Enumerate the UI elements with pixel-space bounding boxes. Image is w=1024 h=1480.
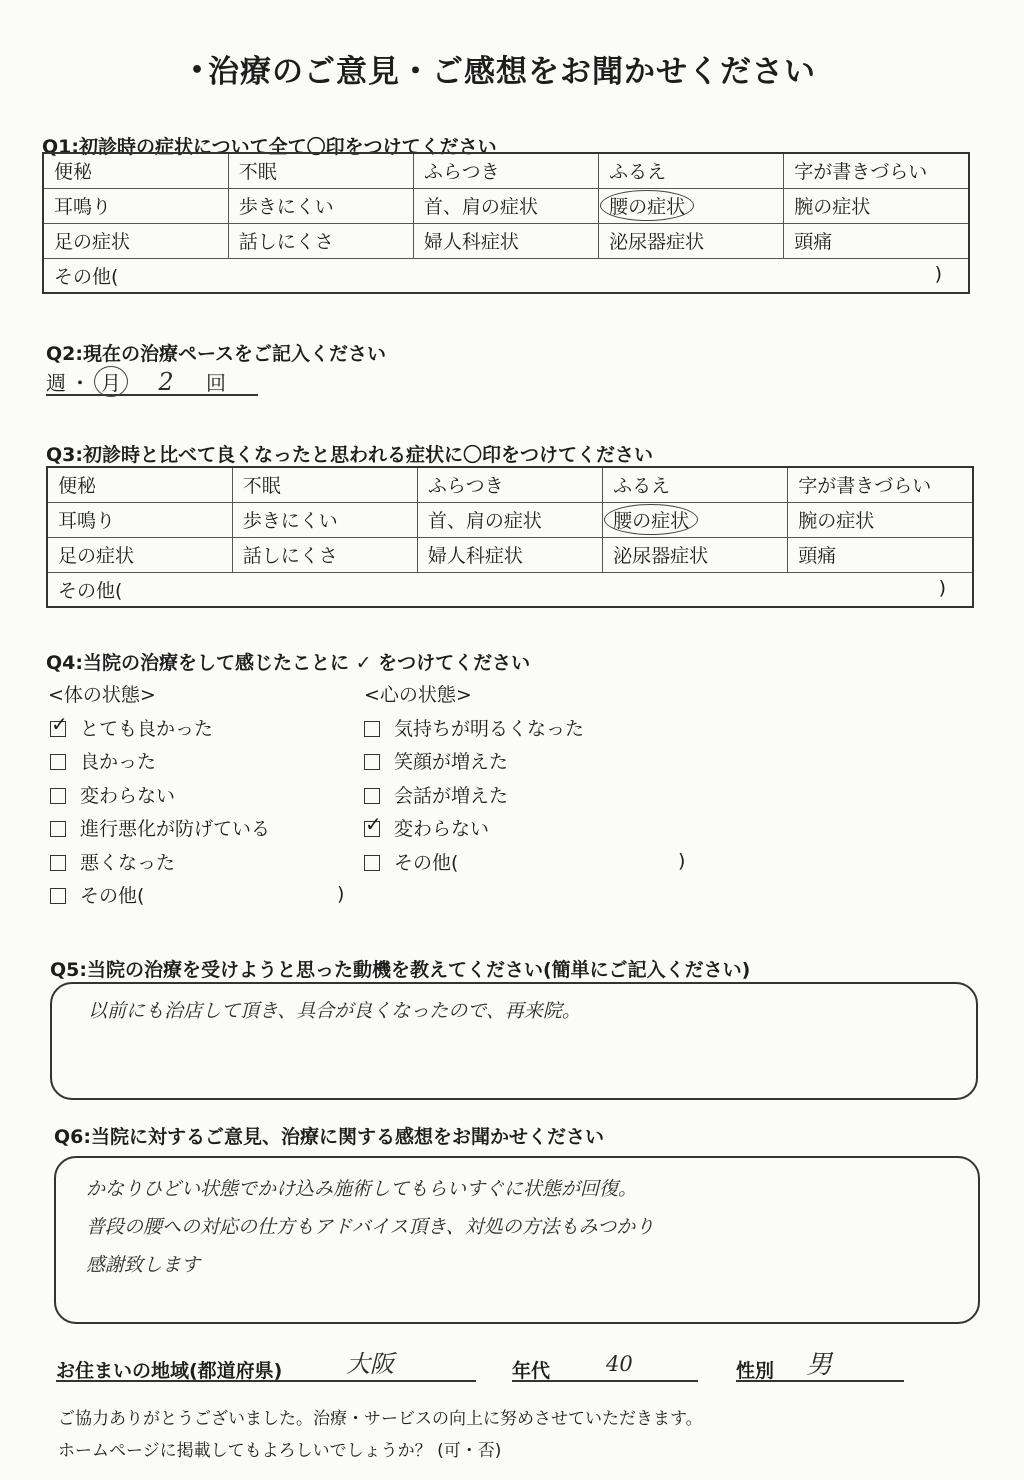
check-item-label: 変わらない (80, 784, 176, 807)
q2-month-option[interactable]: 月 (94, 366, 128, 397)
q1-question: Q1:初診時の症状について全て〇印をつけてください (42, 136, 497, 158)
gender-label: 性別 (736, 1360, 775, 1382)
q1-symptom-table (42, 152, 970, 294)
symptom-cell[interactable] (43, 223, 228, 258)
check-item[interactable] (50, 714, 270, 747)
symptom-other-row (43, 258, 969, 293)
symptom-other-field[interactable] (43, 258, 969, 293)
symptom-cell[interactable] (413, 188, 598, 223)
q4-body-other-close: ) (337, 883, 345, 905)
other-close-paren: ) (938, 576, 946, 599)
checkbox[interactable] (364, 721, 380, 737)
symptom-label: ふらつき (423, 161, 500, 184)
symptom-label: 腰の症状 (604, 504, 698, 535)
check-item[interactable] (50, 781, 270, 814)
q2-unit: 回 (206, 371, 226, 395)
q4-body-list (50, 714, 270, 914)
region-value[interactable]: 大阪 (346, 1350, 394, 1378)
check-item-label: 進行悪化が防げている (80, 818, 271, 841)
symptom-cell[interactable] (599, 153, 784, 188)
q4-mind-heading: <心の状態> (364, 684, 472, 706)
q3-symptom-table (46, 466, 974, 608)
symptom-cell[interactable] (232, 467, 417, 502)
q4-question: Q4:当院の治療をして感じたことに ✓ をつけてください (46, 652, 531, 674)
symptom-cell[interactable] (228, 153, 413, 188)
symptom-label: 歩きにくい (238, 196, 334, 218)
symptom-label: ふらつき (427, 475, 504, 498)
symptom-row (43, 223, 969, 258)
title-bullet: • (190, 58, 205, 83)
symptom-label: 腕の症状 (798, 510, 875, 532)
region-label: お住まいの地域(都道府県) (56, 1360, 283, 1382)
q5-answer-box[interactable] (50, 982, 978, 1100)
symptom-label: 頭痛 (794, 231, 833, 253)
symptom-row (47, 537, 973, 572)
q5-question: Q5:当院の治療を受けようと思った動機を教えてください(簡単にご記入ください) (50, 959, 751, 981)
q3-question: Q3:初診時と比べて良くなったと思われる症状に〇印をつけてください (46, 444, 653, 466)
q5-answer-text: 以前にも治店して頂き、具合が良くなったので、再来院。 (88, 1000, 581, 1022)
symptom-label: 便秘 (58, 475, 97, 498)
checked-checkbox[interactable] (364, 821, 380, 837)
check-item[interactable] (50, 814, 270, 847)
check-item[interactable] (364, 747, 584, 780)
symptom-label: 便秘 (54, 161, 93, 184)
symptom-label: 泌尿器症状 (609, 231, 705, 253)
symptom-cell[interactable] (784, 188, 969, 223)
symptom-cell[interactable] (232, 502, 417, 537)
symptom-row (47, 467, 973, 502)
symptom-label: ふるえ (613, 475, 671, 498)
q2-question: Q2:現在の治療ペースをご記入ください (46, 343, 387, 365)
symptom-cell[interactable] (788, 502, 973, 537)
check-item-label: 気持ちが明るくなった (394, 718, 585, 740)
q6-question: Q6:当院に対するご意見、治療に関する感想をお聞かせください (54, 1126, 604, 1148)
symptom-label: 婦人科症状 (423, 231, 519, 253)
symptom-label: 字が書きづらい (798, 475, 932, 498)
age-value[interactable]: 40 (606, 1352, 633, 1376)
check-item[interactable] (364, 814, 584, 847)
symptom-label: 泌尿器症状 (613, 545, 709, 567)
symptom-row (47, 502, 973, 537)
symptom-cell[interactable] (47, 467, 232, 502)
q2-week-option[interactable]: 週 (46, 371, 66, 395)
symptom-other-field[interactable] (47, 572, 973, 607)
symptom-cell[interactable] (603, 467, 788, 502)
check-item[interactable] (50, 747, 270, 780)
symptom-label: 不眠 (238, 161, 277, 184)
symptom-label: 婦人科症状 (427, 545, 523, 567)
symptom-label: 首、肩の症状 (423, 196, 538, 218)
symptom-label: ふるえ (609, 161, 667, 184)
symptom-cell[interactable] (43, 153, 228, 188)
thanks-text: ご協力ありがとうございました。治療・サービスの向上に努めさせていただきます。 (58, 1409, 703, 1429)
symptom-cell[interactable] (417, 467, 602, 502)
page-title: 治療のご意見・ご感想をお聞かせください (208, 54, 816, 90)
check-item-label: 変わらない (394, 818, 490, 841)
symptom-cell[interactable] (788, 537, 973, 572)
symptom-cell[interactable] (784, 223, 969, 258)
checkbox[interactable] (50, 888, 66, 904)
permission-text: ホームページに掲載してもよろしいでしょうか？ (可・否) (58, 1441, 502, 1461)
symptom-row (43, 188, 969, 223)
symptom-label: 腕の症状 (794, 196, 871, 218)
symptom-cell[interactable] (417, 537, 602, 572)
symptom-label: 字が書きづらい (794, 161, 928, 184)
symptom-row (43, 153, 969, 188)
other-label: その他( (54, 265, 119, 288)
check-item-label: 悪くなった (80, 851, 176, 874)
symptom-label: 頭痛 (798, 545, 837, 567)
check-item[interactable] (50, 881, 270, 914)
symptom-cell[interactable] (47, 537, 232, 572)
symptom-cell[interactable] (603, 537, 788, 572)
symptom-cell[interactable] (784, 153, 969, 188)
symptom-cell[interactable] (413, 223, 598, 258)
checkbox[interactable] (364, 855, 380, 871)
check-item[interactable] (364, 781, 584, 814)
check-item-label: その他( (394, 851, 459, 874)
checked-checkbox[interactable] (50, 721, 66, 737)
checkbox[interactable] (364, 788, 380, 804)
q6-answer-text (86, 1170, 654, 1284)
checkbox[interactable] (50, 754, 66, 770)
q2-pace-answer (46, 366, 258, 396)
symptom-label: 耳鳴り (58, 510, 116, 532)
symptom-label: 腰の症状 (600, 190, 694, 221)
symptom-cell[interactable] (788, 467, 973, 502)
q6-answer-line: 普段の腰への対応の仕方もアドバイス頂き、対処の方法もみつかり (86, 1216, 655, 1238)
check-item[interactable] (364, 848, 584, 881)
check-item[interactable] (364, 714, 584, 747)
q6-answer-line: かなりひどい状態でかけ込み施術してもらいすぐに状態が回復。 (86, 1178, 638, 1200)
gender-value[interactable]: 男 (806, 1350, 833, 1380)
symptom-label: 耳鳴り (54, 196, 112, 218)
q6-answer-line: 感謝致します (86, 1254, 201, 1276)
symptom-label: 首、肩の症状 (427, 510, 542, 532)
symptom-label: 話しにくさ (242, 545, 338, 567)
checkbox[interactable] (364, 754, 380, 770)
checkbox[interactable] (50, 855, 66, 871)
symptom-cell[interactable] (603, 502, 788, 537)
symptom-other-row (47, 572, 973, 607)
symptom-label: 不眠 (242, 475, 281, 498)
symptom-cell[interactable] (43, 188, 228, 223)
q4-mind-other-close: ) (678, 850, 686, 872)
checkbox[interactable] (50, 788, 66, 804)
age-label: 年代 (512, 1360, 551, 1382)
check-item[interactable] (50, 848, 270, 881)
symptom-label: 足の症状 (54, 231, 131, 253)
symptom-cell[interactable] (232, 537, 417, 572)
symptom-label: 歩きにくい (242, 510, 338, 532)
q2-count-value: 2 (158, 368, 174, 396)
check-item-label: 会話が増えた (394, 784, 509, 807)
symptom-cell[interactable] (228, 188, 413, 223)
symptom-cell[interactable] (47, 502, 232, 537)
q6-answer-box[interactable] (54, 1156, 980, 1324)
check-item-label: 笑顔が増えた (394, 751, 509, 774)
q4-mind-list (364, 714, 584, 881)
q2-separator: ・ (70, 371, 90, 395)
checkbox[interactable] (50, 821, 66, 837)
symptom-cell[interactable] (599, 188, 784, 223)
q4-body-heading: <体の状態> (48, 684, 156, 706)
symptom-cell[interactable] (599, 223, 784, 258)
region-underline (56, 1380, 476, 1382)
symptom-label: 足の症状 (58, 545, 135, 567)
check-item-label: その他( (80, 884, 145, 907)
symptom-cell[interactable] (228, 223, 413, 258)
symptom-cell[interactable] (413, 153, 598, 188)
check-item-label: 良かった (80, 751, 157, 774)
age-underline (512, 1380, 698, 1382)
symptom-label: 話しにくさ (238, 231, 334, 253)
check-item-label: とても良かった (80, 718, 214, 740)
other-label: その他( (58, 579, 123, 602)
other-close-paren: ) (934, 262, 942, 285)
symptom-cell[interactable] (417, 502, 602, 537)
